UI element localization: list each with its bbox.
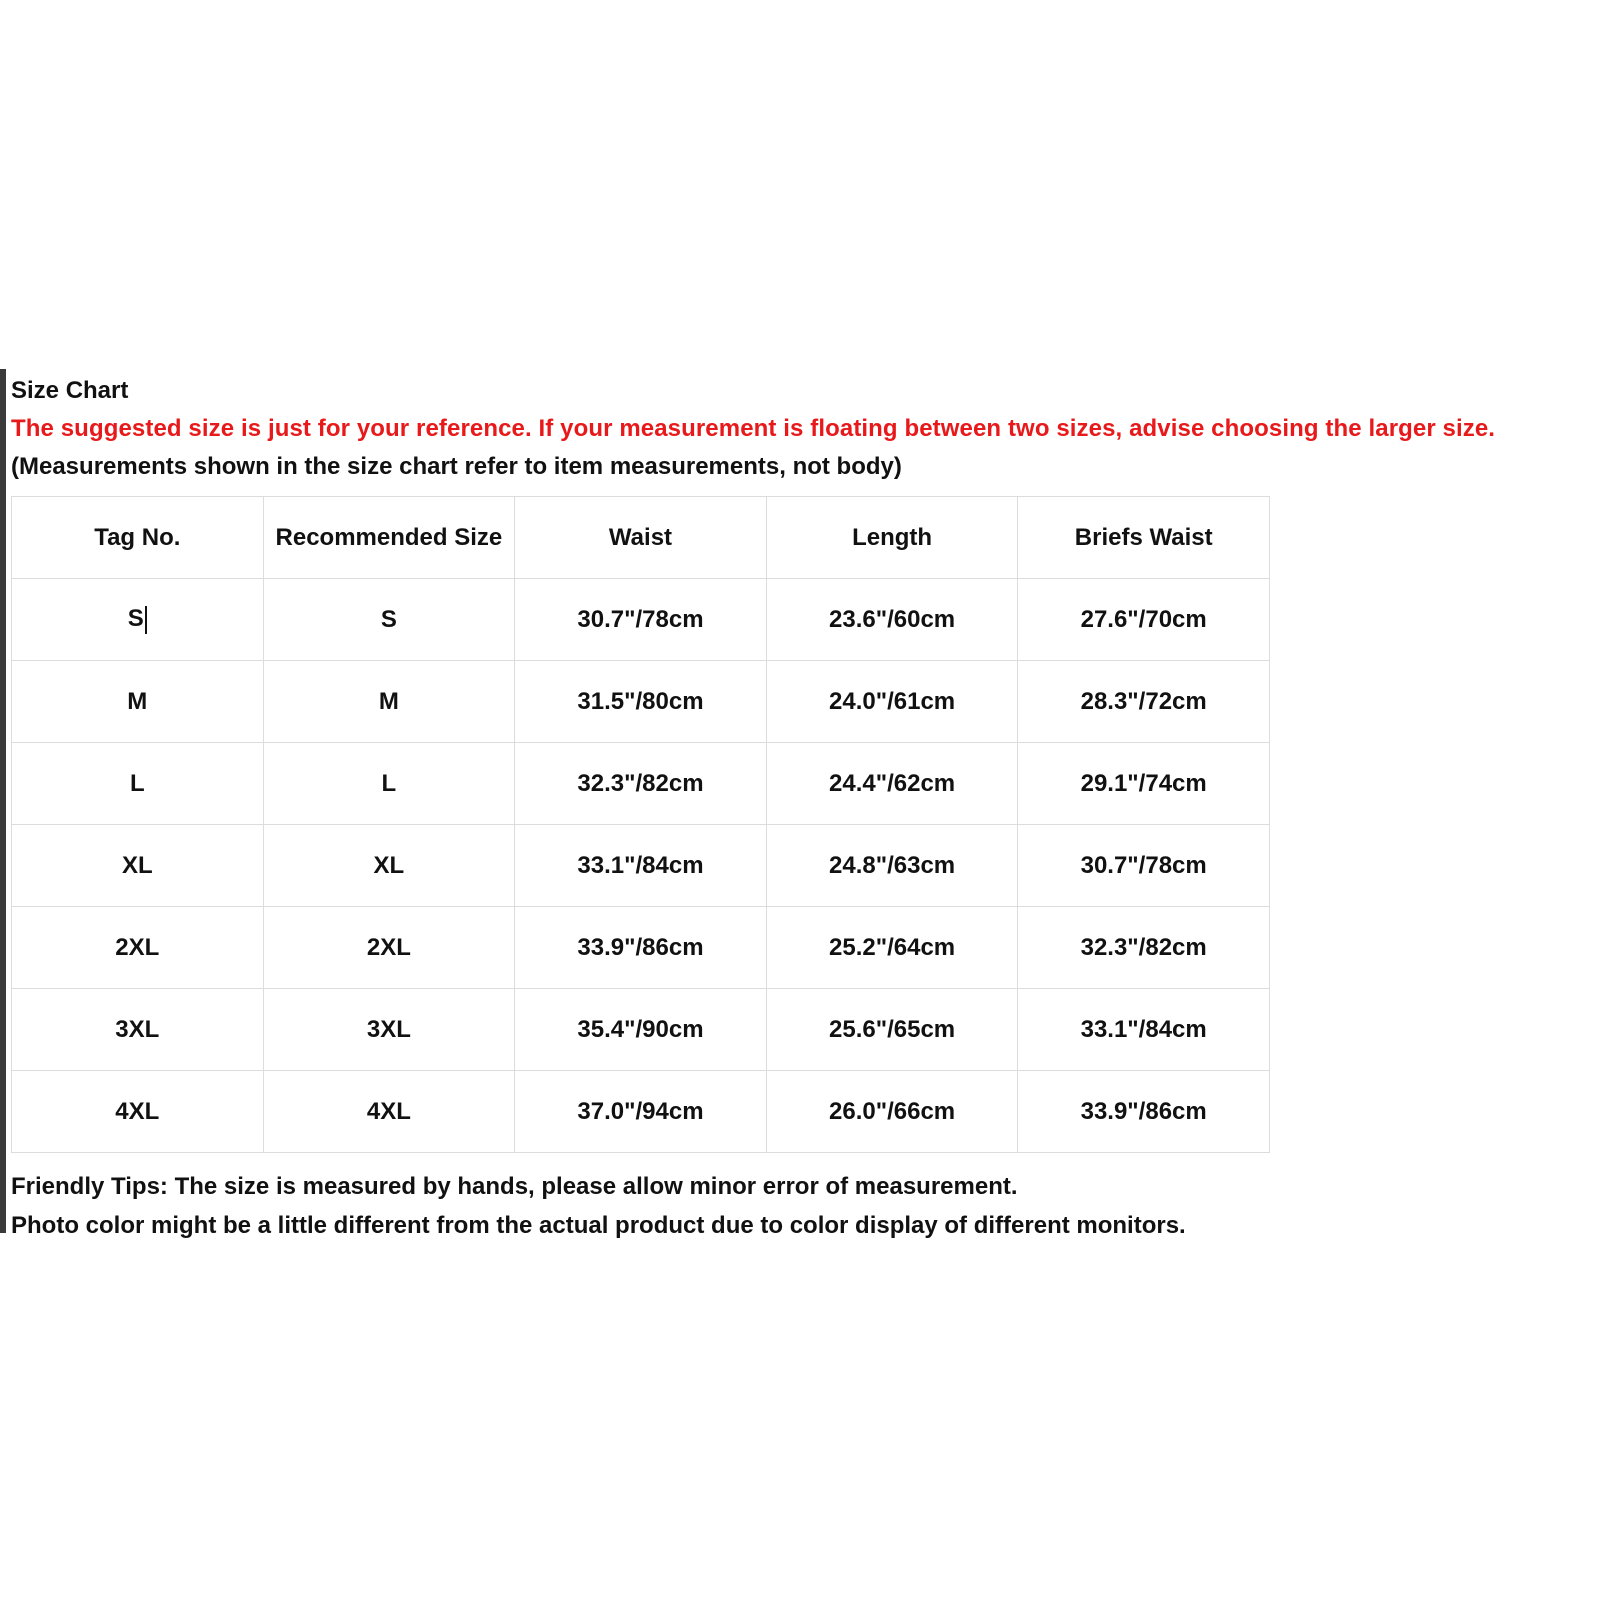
length-cell: 24.4"/62cm [766, 743, 1018, 825]
waist-cell: 30.7"/78cm [515, 579, 767, 661]
column-header-recommended-size: Recommended Size [263, 497, 515, 579]
table-header-row [12, 497, 1270, 579]
briefs-waist-cell: 29.1"/74cm [1018, 743, 1270, 825]
size-advice-notice: The suggested size is just for your reference. If your measurement is floating between two sizes, advise choosing the larger size. [11, 415, 1496, 442]
table-row [12, 907, 1270, 989]
waist-cell: 31.5"/80cm [515, 661, 767, 743]
tip-line-measurement: Friendly Tips: The size is measured by hands, please allow minor error of measurement. [11, 1173, 1018, 1200]
column-header-briefs-waist: Briefs Waist [1018, 497, 1270, 579]
waist-cell: 32.3"/82cm [515, 743, 767, 825]
tag-no-cell: 3XL [12, 989, 264, 1071]
cell-text: S [127, 605, 144, 633]
table-row [12, 579, 1270, 661]
tag-no-cell: 2XL [12, 907, 264, 989]
recommended-size-cell: M [263, 661, 515, 743]
column-header-tag-no: Tag No. [12, 497, 264, 579]
tag-no-cell [12, 579, 264, 661]
tip-line-photo-color: Photo color might be a little different from the actual product due to color display of different monitors. [11, 1212, 1186, 1239]
table-row [12, 989, 1270, 1071]
length-cell: 24.0"/61cm [766, 661, 1018, 743]
size-chart-document [11, 372, 1596, 1245]
length-cell: 26.0"/66cm [766, 1071, 1018, 1153]
table-row [12, 825, 1270, 907]
tag-no-cell: 4XL [12, 1071, 264, 1153]
recommended-size-cell: 2XL [263, 907, 515, 989]
tag-no-cell: XL [12, 825, 264, 907]
length-cell: 25.2"/64cm [766, 907, 1018, 989]
measurement-note: (Measurements shown in the size chart refer to item measurements, not body) [11, 453, 902, 480]
text-cursor [145, 606, 147, 634]
recommended-size-cell: 3XL [263, 989, 515, 1071]
page-title: Size Chart [11, 377, 129, 404]
briefs-waist-cell: 30.7"/78cm [1018, 825, 1270, 907]
friendly-tips [11, 1167, 1596, 1245]
table-row [12, 661, 1270, 743]
briefs-waist-cell: 28.3"/72cm [1018, 661, 1270, 743]
briefs-waist-cell: 32.3"/82cm [1018, 907, 1270, 989]
length-cell: 24.8"/63cm [766, 825, 1018, 907]
table-row [12, 1071, 1270, 1153]
briefs-waist-cell: 27.6"/70cm [1018, 579, 1270, 661]
waist-cell: 33.1"/84cm [515, 825, 767, 907]
length-cell: 25.6"/65cm [766, 989, 1018, 1071]
recommended-size-cell: S [263, 579, 515, 661]
tag-no-cell: M [12, 661, 264, 743]
tag-no-cell: L [12, 743, 264, 825]
waist-cell: 37.0"/94cm [515, 1071, 767, 1153]
length-cell: 23.6"/60cm [766, 579, 1018, 661]
waist-cell: 35.4"/90cm [515, 989, 767, 1071]
size-table [11, 496, 1270, 1153]
briefs-waist-cell: 33.1"/84cm [1018, 989, 1270, 1071]
briefs-waist-cell: 33.9"/86cm [1018, 1071, 1270, 1153]
column-header-waist: Waist [515, 497, 767, 579]
recommended-size-cell: 4XL [263, 1071, 515, 1153]
waist-cell: 33.9"/86cm [515, 907, 767, 989]
column-header-length: Length [766, 497, 1018, 579]
left-border-bar [0, 369, 6, 1233]
recommended-size-cell: L [263, 743, 515, 825]
recommended-size-cell: XL [263, 825, 515, 907]
table-row [12, 743, 1270, 825]
